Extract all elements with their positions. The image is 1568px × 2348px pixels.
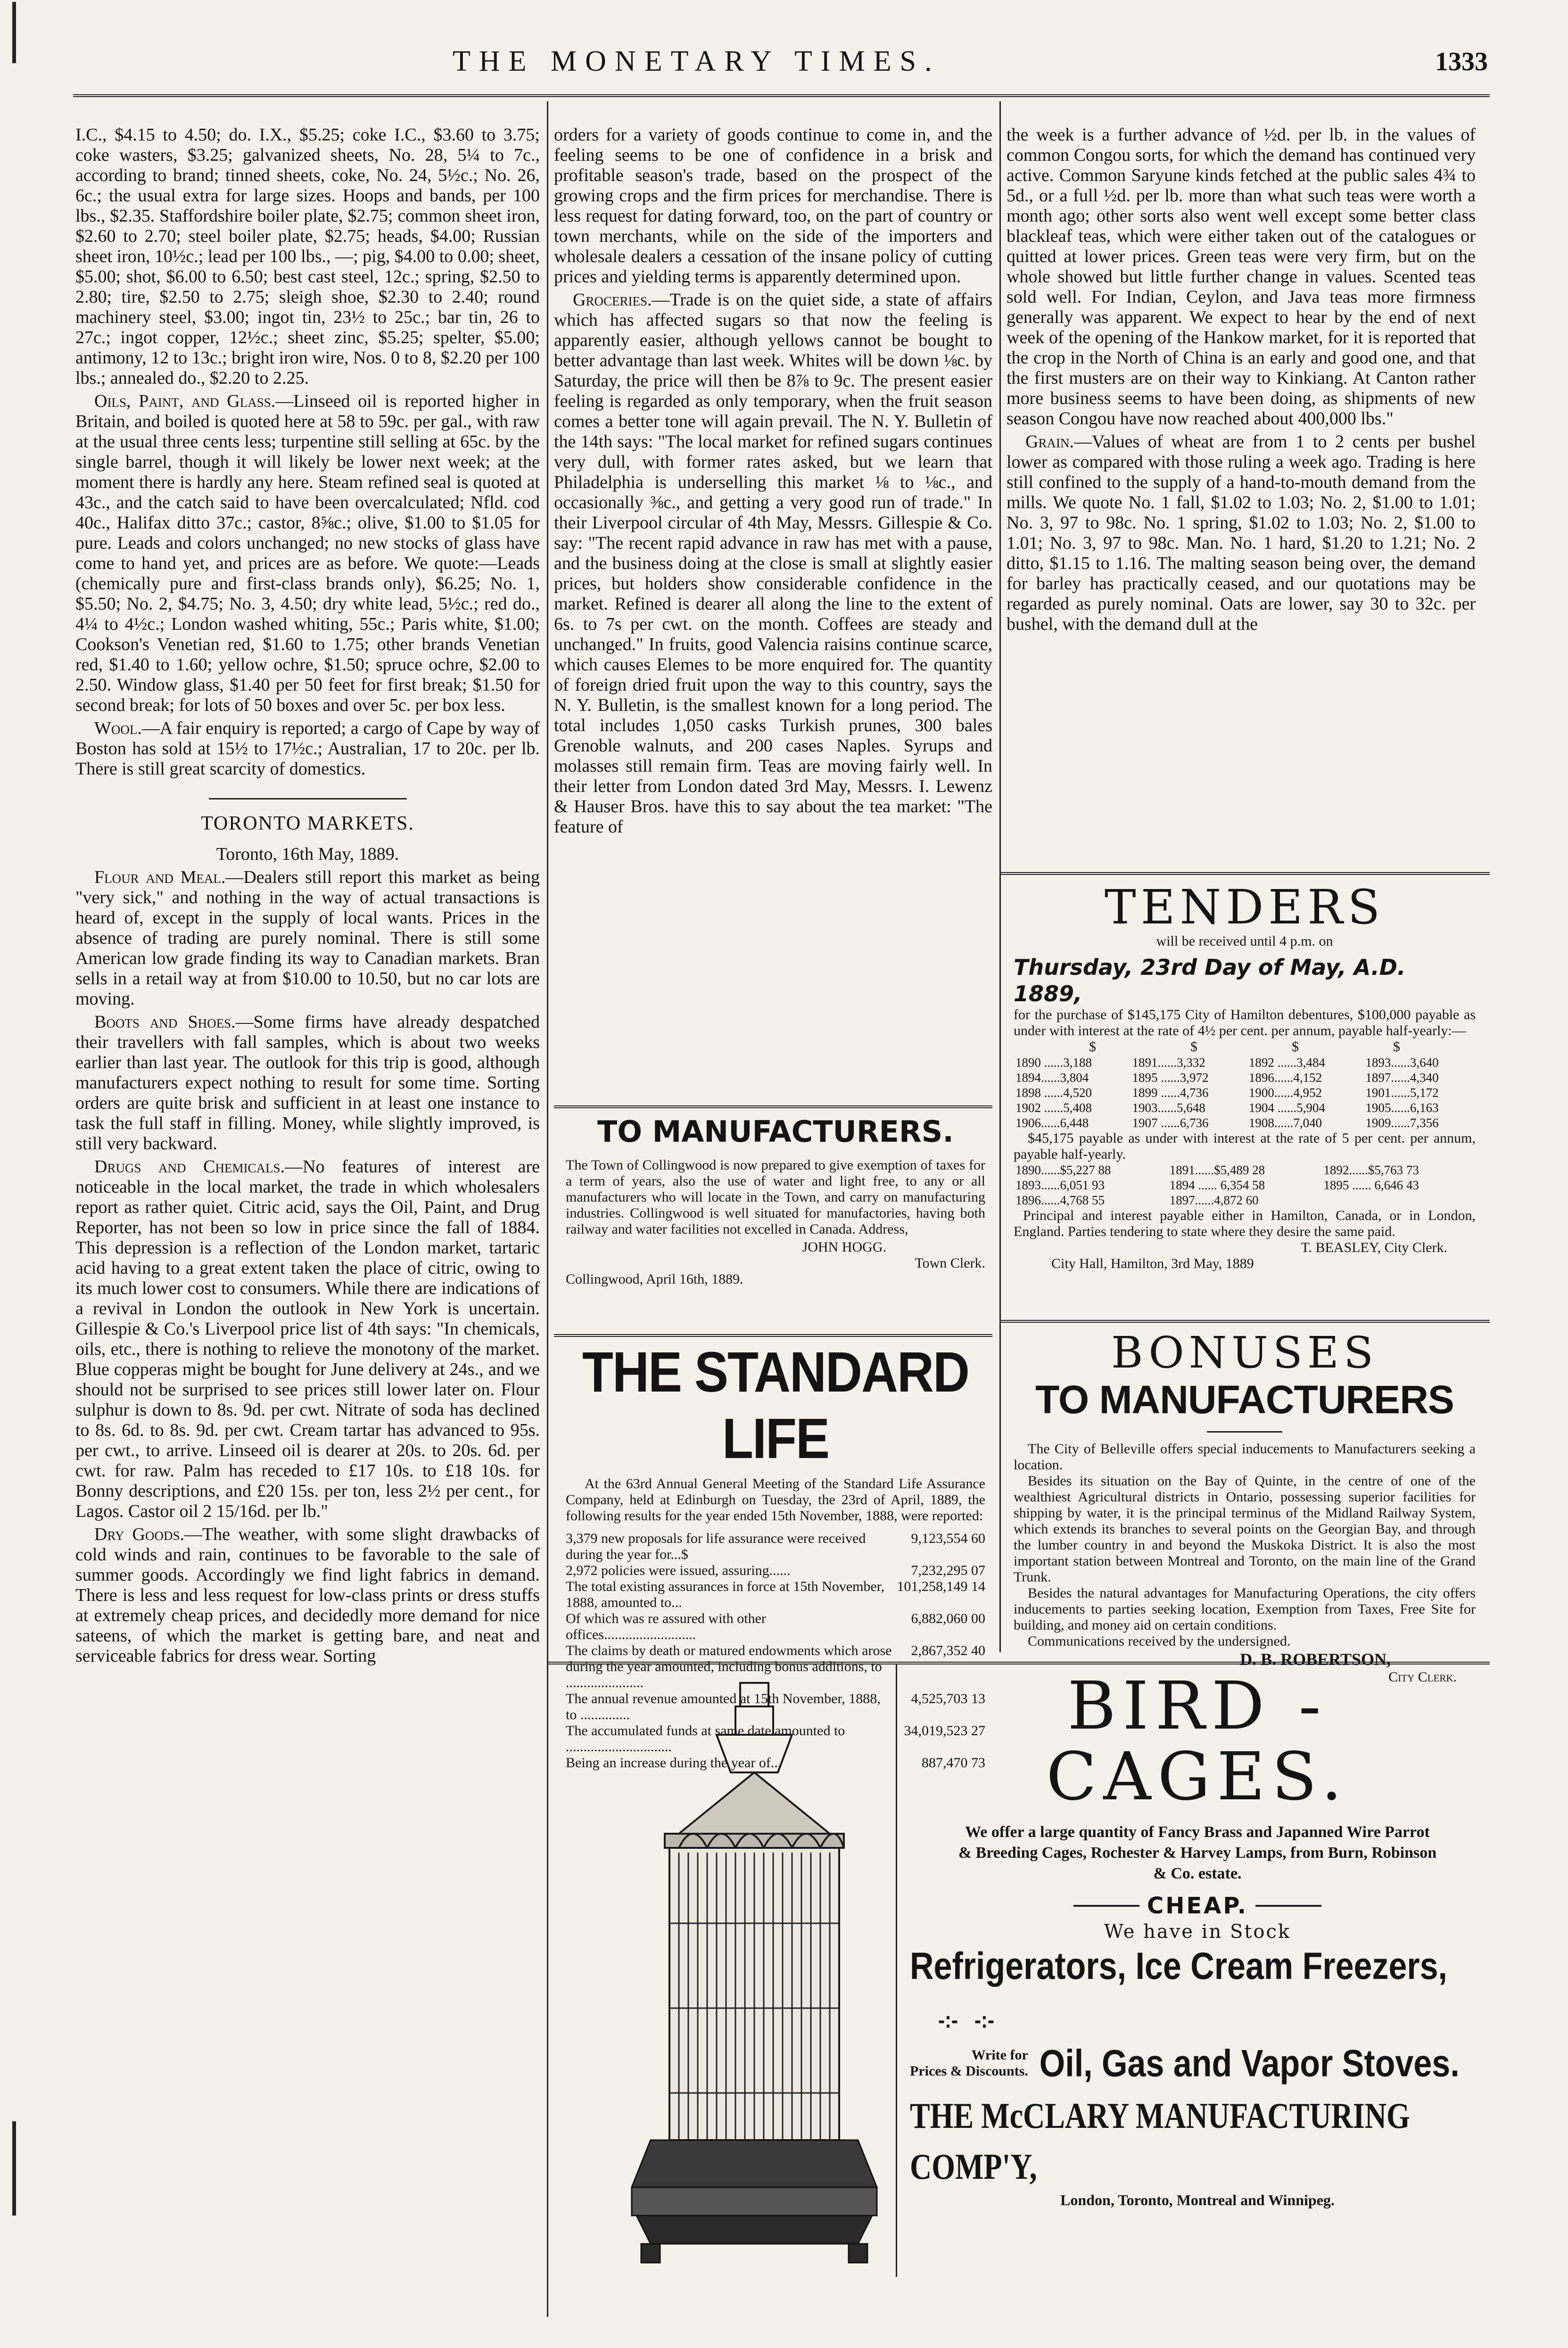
schedule-cell: 1905......6,163 bbox=[1365, 1101, 1439, 1115]
collingwood-signer-title: Town Clerk. bbox=[915, 1255, 985, 1271]
wool-paragraph bbox=[75, 718, 540, 779]
flour-text: —Dealers still report this market as being "very sick," and nothing in the way of actual transactions is heard of, except in the supply of local wants. Prices in the absence of trading are purely nominal. There is still some American low grade finding its way to Canadian markets. Bran sells in a retail way at from $10.00 to 10.50, but no car lots are moving. bbox=[75, 867, 540, 1009]
tenders-signer: T. BEASLEY, City Clerk. bbox=[1301, 1240, 1447, 1255]
refrigerators-line bbox=[905, 1942, 1490, 2045]
schedule-cell: 1895 ......3,972 bbox=[1132, 1071, 1209, 1085]
schedule-cell: 1891......3,332 bbox=[1132, 1055, 1205, 1070]
drygoods-heading: Dry Goods. bbox=[94, 1524, 184, 1544]
ad-rule bbox=[999, 1320, 1490, 1323]
standard-life-amount: 4,525,703 13 bbox=[911, 1691, 985, 1706]
binding-mark bbox=[12, 2121, 16, 2216]
bonuses-ad bbox=[1014, 1327, 1476, 1685]
standard-life-amount: 887,470 73 bbox=[922, 1755, 985, 1771]
standard-life-row bbox=[566, 1531, 985, 1563]
schedule-cell: 1899 ......4,736 bbox=[1132, 1086, 1209, 1100]
bonuses-p3: Besides the natural advantages for Manufacturing Operations, the city offers inducements to parties seeking location, Exemption from Taxes, Free Site for building, and money aid on certain conditions. bbox=[1014, 1585, 1476, 1633]
tenders-ad bbox=[1014, 882, 1476, 1306]
schedule-cell: 1902 ......5,408 bbox=[1015, 1101, 1092, 1115]
standard-life-heading: THE STANDARD LIFE bbox=[582, 1340, 969, 1470]
bonuses-signer-title: City Clerk. bbox=[1388, 1669, 1457, 1685]
drugs-heading: Drugs and Chemicals. bbox=[94, 1157, 285, 1177]
standard-life-intro: At the 63rd Annual General Meeting of the Standard Life Assurance Company, held at Edinburgh on Tuesday, the 23rd of April, 1889, the following results for the year ended 15th November, 1888, were reported: bbox=[566, 1476, 985, 1524]
birdcage-illustration bbox=[622, 1678, 886, 2277]
tenders-schedule-1 bbox=[1014, 1055, 1476, 1130]
tenders-second: $45,175 payable as under with interest at the rate of 5 per cent. per annum, payable half-yearly. bbox=[1014, 1130, 1476, 1162]
collingwood-ad bbox=[566, 1115, 985, 1313]
schedule-cell: 1894......3,804 bbox=[1015, 1071, 1089, 1085]
standard-life-amount: 2,867,352 40 bbox=[911, 1643, 985, 1658]
schedule-cell: 1890 ......3,188 bbox=[1015, 1055, 1092, 1070]
mcclary-cities: London, Toronto, Montreal and Winnipeg. bbox=[1060, 2191, 1335, 2208]
bonuses-p4: Communications received by the undersigned. bbox=[1028, 1633, 1291, 1649]
tenders-heading: TENDERS bbox=[1104, 880, 1385, 935]
schedule-row bbox=[1014, 1178, 1476, 1193]
col2-paragraph: orders for a variety of goods continue to come in, and the feeling seems to be one of confidence in a brisk and profitable season's trade, based on the prospect of the growing crops and the firm prices for merchandise. There is less request for dating forward, too, on the part of country or town merchants, while on the side of the importers and wholesale dealers a cessation of the insane policy of cutting prices and yielding terms is apparently determined upon. bbox=[554, 125, 992, 287]
schedule-cell bbox=[1321, 1193, 1476, 1208]
drygoods-paragraph bbox=[75, 1524, 540, 1666]
standard-life-label: 2,972 policies were issued, assuring...... bbox=[566, 1563, 791, 1578]
tenders-received: will be received until 4 p.m. on bbox=[1156, 933, 1333, 949]
oils-paragraph bbox=[75, 391, 540, 716]
drygoods-text: —The weather, with some slight drawbacks of cold winds and rain, continues to be favorable to the sale of summer goods. Accordingly we find light fabrics in demand. There is less and less request for low-class prints or dress stuffs at extremely cheap prices, and decidedly more demand for nice sateens, of which the market is getting bare, and neat and serviceable fabrics for dress wear. Sorting bbox=[75, 1524, 540, 1666]
standard-life-row bbox=[566, 1611, 985, 1643]
tea-paragraph: the week is a further advance of ½d. per lb. in the values of common Congou sorts, for which the demand has continued very active. Common Saryune kinds fetched at the public sales 4¾ to 5d., or a full ½d. per lb. more than what such teas were worth a month ago; other sorts also went well except some better class blackleaf teas, which were either taken out of the catalogues or quitted at lower prices. Green teas were very firm, but on the whole showed but little further change in values. Scented teas sold well. For Indian, Ceylon, and Java teas more firmness generally was apparent. We expect to hear by the end of next week of the opening of the Hankow market, for it is reported that the crop in the North of China is an early and good one, and that the first musters are on their way to Kinkiang. At Canton rather more business seems to have been doing, as shipments of new season Congou have now reached about 400,000 lbs." bbox=[1007, 125, 1476, 428]
standard-life-label: Of which was re assured with other offices.......................... bbox=[566, 1611, 766, 1642]
schedule-cell: 1909......7,356 bbox=[1365, 1116, 1439, 1130]
standard-life-amount: 9,123,554 60 bbox=[911, 1531, 985, 1546]
column-rule bbox=[999, 101, 1001, 1652]
grain-text: —Values of wheat are from 1 to 2 cents per bushel lower as compared with those ruling a week ago. Trading is here still confined to the supply of a hand-to-mouth demand from the mills. We quote No. 1 fall, $1.02 to 1.03; No. 2, $1.00 to 1.01; No. 3, 97 to 98c. No. 1 spring, $1.02 to 1.03; No. 2, $1.00 to 1.01; No. 3, 97 to 98c. Man. No. 1 hard, $1.20 to 1.21; No. 2 ditto, $1.15 to 1.16. The malting season being over, the demand for barley has practically ceased, and our quotations may be regarded as purely nominal. Oats are lower, say 30 to 32c. per bushel, with the demand dull at the bbox=[1007, 432, 1476, 634]
schedule-cell: 1890......$5,227 88 bbox=[1015, 1163, 1111, 1177]
schedule-cell: 1898 ......4,520 bbox=[1015, 1086, 1092, 1100]
schedule-row bbox=[1014, 1055, 1476, 1070]
standard-life-label: The claims by death or matured endowments which arose during the year amounted, including bonus additions, to ...................... bbox=[566, 1643, 892, 1690]
collingwood-text: The Town of Collingwood is now prepared to give exemption of taxes for a term of years, also the use of water and light free, to any or all manufacturers who will locate in the Town, and carry on manufacturing industries. Collingwood is well situated for manufactories, having both railway and water facilities not excelled in Canada. Address, bbox=[566, 1157, 985, 1237]
bonuses-heading: BONUSES bbox=[1111, 1327, 1378, 1378]
standard-life-label: The annual revenue amounted at 15th November, 1888, to .............. bbox=[566, 1691, 881, 1722]
standard-life-row bbox=[566, 1579, 985, 1611]
schedule-cell: 1893......6,051 93 bbox=[1015, 1178, 1105, 1192]
schedule-cell: 1896......4,152 bbox=[1248, 1071, 1322, 1085]
stoves-text: Oil, Gas and Vapor Stoves. bbox=[1039, 2042, 1460, 2084]
standard-life-label: 3,379 new proposals for life assurance were received during the year for...$ bbox=[566, 1531, 866, 1562]
ad-border bbox=[896, 1664, 897, 2277]
tenders-dollar-row bbox=[1014, 1039, 1476, 1055]
standard-life-label: The total existing assurances in force at 15th November, 1888, amounted to... bbox=[566, 1579, 885, 1610]
groceries-text: —Trade is on the quiet side, a state of affairs which has affected sugars so that now the feeling is apparently easier, although yellows cannot be bought to better advantage than last week. Whites will be down ⅛c. by Saturday, the price will then be 8⅞ to 9c. The present easier feeling is regarded as only temporary, when the fruit season comes a better tone will again prevail. The N. Y. Bulletin of the 14th says: "The local market for refined sugars continues very dull, with former rates asked, but we learn that Philadelphia is underselling this market ⅛ to ⅛c., and occasionally ⅜c., and getting a very good run of trade." In their Liverpool circular of 4th May, Messrs. Gillespie & Co. say: "The recent rapid advance in raw has met with a pause, and the business doing at the close is small at slightly easier prices, but holders show considerable confidence in the market. Refined is dearer all along the line to the extent of 6s. to 7s per cwt. on the month. Coffees are steady and unchanged." In fruits, good Valencia raisins continue scarce, which causes Elemes to be more enquired for. The quantity of foreign dried fruit upon the way to this country, says the N. Y. Bulletin, is the smallest known for a long period. The total includes 1,050 casks Turkish prunes, 300 bales Grenoble walnuts, and 200 cases Naples. Syrups and molasses still remain firm. Teas are moving fairly well. In their letter from London dated 3rd May, Messrs. I. Lewenz & Hauser Bros. have this to say about the tea market: "The feature of bbox=[554, 290, 992, 837]
schedule-row bbox=[1014, 1162, 1476, 1178]
schedule-cell: 1906......6,448 bbox=[1015, 1116, 1089, 1130]
schedule-row bbox=[1014, 1115, 1476, 1130]
mcclary-company: THE McCLARY MANUFACTURING COMP'Y, bbox=[910, 2095, 1410, 2187]
groceries-paragraph bbox=[554, 290, 992, 837]
section-divider bbox=[209, 798, 407, 799]
grain-heading: Grain. bbox=[1025, 432, 1074, 452]
collingwood-heading: TO MANUFACTURERS. bbox=[597, 1114, 954, 1149]
tenders-dateline: City Hall, Hamilton, 3rd May, 1889 bbox=[1051, 1256, 1254, 1271]
grain-paragraph bbox=[1007, 432, 1476, 634]
dollar-sign: $ bbox=[1393, 1039, 1400, 1055]
bonuses-p2: Besides its situation on the Bay of Quinte, in the centre of one of the wealthiest Agricultural districts in Ontario, possessing superior facilities for shipping by water, it is the principal terminus of the Midland Railway System, which extends its branches to several points on the Georgian Bay, and through the lumber country in and beyond the Muskoka District. It is also the most important station between Montreal and Toronto, on the main line of the Grand Trunk. bbox=[1014, 1473, 1476, 1585]
column-3 bbox=[1007, 125, 1476, 870]
schedule-row bbox=[1014, 1085, 1476, 1100]
metals-paragraph: I.C., $4.15 to 4.50; do. I.X., $5.25; coke I.C., $3.60 to 3.75; coke wasters, $3.25; galvanized sheets, No. 28, 5¼ to 7c., according to brand; tinned sheets, coke, No. 24, 5½c.; No. 26, 6c.; the usual extra for large sizes. Hoops and bands, per 100 lbs., $2.35. Staffordshire boiler plate, $2.75; common sheet iron, $2.60 to 2.70; steel boiler plate, $2.75; heads, $4.00; Russian sheet iron, 10½c.; lead per 100 lbs., —; pig, $4.00 to 0.00; sheet, $5.00; shot, $6.00 to 6.50; best cast steel, 12c.; spring, $2.50 to 2.80; tire, $2.50 to 2.75; sleigh shoe, $2.30 to 2.40; round machinery steel, $3.00; ingot tin, 23½ to 25c.; bar tin, 26 to 27c.; ingot copper, 12½c.; sheet zinc, $5.25; spelter, $5.00; antimony, 12 to 13c.; bright iron wire, Nos. 0 to 8, $2.20 per 100 lbs.; annealed do., $2.20 to 2.25. bbox=[75, 125, 540, 388]
ad-rule bbox=[554, 1334, 992, 1337]
oils-text: —Linseed oil is reported higher in Britain, and boiled is quoted here at 58 to 59c. per gal., with raw at the usual three cents less; turpentine still selling at 65c. by the single barrel, though it will likely be lower next week; at the moment there is hardly any here. Steam refined seal is quoted at 43c., and the catch said to have been overcalculated; Nfld. cod 40c., Halifax ditto 37c.; castor, 8⅝c.; olive, $1.00 to $1.05 for pure. Leads and colors unchanged; no new stocks of glass have come to hand yet, and prices are as before. We quote:—Leads (chemically pure and first-class brands only), $6.25; No. 1, $5.50; No. 2, $4.75; No. 3, 4.50; dry white lead, 5½c.; red do., 4¼ to 4½c.; London washed whiting, 55c.; Paris white, $1.00; Cookson's Venetian red, $1.60 to 1.75; other brands Venetian red, $1.40 to 1.60; yellow ochre, $1.50; spruce ochre, $2.00 to 2.50. Window glass, $1.40 per 50 feet for first break; $1.50 for second break; for lots of 50 boxes and over 5c. per box less. bbox=[75, 391, 540, 715]
schedule-cell: 1892......$5,763 73 bbox=[1323, 1163, 1419, 1177]
masthead-title: THE MONETARY TIMES. bbox=[453, 45, 941, 77]
wool-heading: Wool. bbox=[94, 718, 142, 738]
boots-paragraph bbox=[75, 1012, 540, 1154]
masthead-rule bbox=[73, 94, 1490, 97]
schedule-cell: 1897......4,340 bbox=[1365, 1071, 1439, 1085]
boots-text: —Some firms have already despatched their travellers with fall samples, which is about two weeks earlier than last year. The outlook for this trip is good, although manufacturers expect nothing to result for some time. Sorting orders are quite brisk and sufficient in at least one instance to task the full staff in filling. Money, while slightly improved, is still very backward. bbox=[75, 1012, 540, 1153]
schedule-cell: 1896......4,768 55 bbox=[1015, 1193, 1105, 1207]
schedule-cell: 1894 ...... 6,354 58 bbox=[1169, 1178, 1265, 1192]
tenders-notes: Principal and interest payable either in Hamilton, Canada, or in London, England. Parties tendering to state where they desire the same paid. bbox=[1014, 1208, 1476, 1239]
flour-paragraph bbox=[75, 867, 540, 1009]
standard-life-amount: 7,232,295 07 bbox=[911, 1563, 985, 1578]
birdcages-offer: We offer a large quantity of Fancy Brass and Japanned Wire Parrot & Breeding Cages, Rochester & Harvey Lamps, from Burn, Robinson & Co. estate. bbox=[958, 1823, 1437, 1882]
schedule-cell: 1901......5,172 bbox=[1365, 1086, 1439, 1100]
schedule-cell: 1904 ......5,904 bbox=[1248, 1101, 1325, 1115]
schedule-cell: 1908......7,040 bbox=[1248, 1116, 1322, 1130]
masthead bbox=[0, 45, 1568, 87]
flour-heading: Flour and Meal. bbox=[94, 867, 226, 887]
collingwood-dateline: Collingwood, April 16th, 1889. bbox=[566, 1271, 743, 1287]
schedule-row bbox=[1014, 1070, 1476, 1085]
standard-life-amount: 101,258,149 14 bbox=[897, 1579, 985, 1594]
ad-rule bbox=[554, 1105, 992, 1108]
schedule-cell: 1893......3,640 bbox=[1365, 1055, 1439, 1070]
collingwood-signer: JOHN HOGG. bbox=[802, 1239, 886, 1255]
schedule-cell: 1903......5,648 bbox=[1132, 1101, 1205, 1115]
bonuses-divider bbox=[1207, 1431, 1282, 1433]
oils-heading: Oils, Paint, and Glass. bbox=[94, 391, 276, 411]
bonuses-p1: The City of Belleville offers special inducements to Manufacturers seeking a location. bbox=[1014, 1441, 1476, 1473]
standard-life-label: The accumulated funds at same date amounted to .............................. bbox=[566, 1723, 845, 1755]
schedule-cell: 1891......$5,489 28 bbox=[1169, 1163, 1265, 1177]
standard-life-row bbox=[566, 1563, 985, 1579]
groceries-heading: Groceries. bbox=[573, 290, 652, 310]
tenders-date: Thursday, 23rd Day of May, A.D. 1889, bbox=[1014, 955, 1406, 1006]
cheap-label: CHEAP. bbox=[1147, 1893, 1248, 1919]
ad-rule bbox=[999, 872, 1490, 875]
schedule-cell: 1895 ...... 6,646 43 bbox=[1323, 1178, 1419, 1192]
bonuses-signer: D. B. ROBERTSON, bbox=[1240, 1650, 1391, 1669]
drugs-paragraph bbox=[75, 1157, 540, 1522]
markets-dateline: Toronto, 16th May, 1889. bbox=[216, 844, 399, 864]
column-1 bbox=[75, 125, 540, 2322]
tenders-schedule-2 bbox=[1014, 1162, 1476, 1208]
markets-heading: TORONTO MARKETS. bbox=[201, 813, 414, 834]
standard-life-amount: 34,019,523 27 bbox=[904, 1723, 985, 1738]
cheap-row bbox=[905, 1893, 1490, 1919]
stock-label: We have in Stock bbox=[1104, 1921, 1291, 1943]
refrigerators-text: Refrigerators, Ice Cream Freezers, bbox=[910, 1944, 1447, 1987]
ornament: -:- -:- bbox=[938, 2007, 994, 2033]
stoves-line bbox=[905, 2044, 1490, 2082]
tenders-purpose: for the purchase of $145,175 City of Hamilton debentures, $100,000 payable as under with interest at the rate of 4½ per cent. per annum, payable half-yearly:— bbox=[1014, 1007, 1476, 1038]
birdcage-engraving-icon bbox=[622, 1678, 886, 2277]
schedule-cell: 1897......4,872 60 bbox=[1169, 1193, 1259, 1207]
cheap-rule bbox=[1255, 1905, 1321, 1907]
column-2 bbox=[554, 125, 992, 1101]
standard-life-label: Being an increase during the year of... bbox=[566, 1755, 782, 1771]
dollar-sign: $ bbox=[1190, 1039, 1197, 1055]
column-rule bbox=[547, 101, 548, 2317]
schedule-cell: 1900......4,952 bbox=[1248, 1086, 1322, 1100]
bonuses-subheading: TO MANUFACTURERS bbox=[1035, 1377, 1454, 1422]
schedule-cell: 1907 ......6,736 bbox=[1132, 1116, 1209, 1130]
write-for-block bbox=[910, 2047, 1028, 2079]
birdcages-heading: BIRD - CAGES. bbox=[1046, 1668, 1349, 1815]
drugs-text: —No features of interest are noticeable in the local market, the trade in which wholesalers report as rather quiet. Citric acid, says the Oil, Paint, and Drug Reporter, has not been so low in price since the fall of 1884. This depression is a reflection of the London market, tartaric acid having to a great extent taken the place of citric, owing to its much lower cost to consumers. While there are indications of a revival in London the outlook in New York is uncertain. Gillespie & Co.'s Liverpool price list of 4th says: "In chemicals, oils, etc., there is nothing to relieve the monotony of the market. Blue copperas might be bought for June delivery at 24s., and we should not be surprised to see prices still lower later on. Flour sulphur is down to 8s. 9d. per cwt. Nitrate of soda has declined to 8s. 6d. to 8s. 9d. per cwt. Cream tartar has advanced to 95s. per cwt., to arrive. Linseed oil is dearer at 20s. to 20s. 6d. per cwt. for raw. Palm has receded to £17 10s. to £18 10s. for Bonny descriptions, and £20 15s. per ton, less 2½ per cent., for Lagos. Castor oil 2 15/16d. per lb." bbox=[75, 1157, 540, 1521]
ad-rule bbox=[547, 1662, 1490, 1664]
dollar-sign: $ bbox=[1089, 1039, 1096, 1055]
prices-text: Prices & Discounts. bbox=[910, 2063, 1028, 2079]
schedule-row bbox=[1014, 1100, 1476, 1115]
schedule-row bbox=[1014, 1193, 1476, 1208]
birdcages-ad bbox=[905, 1668, 1490, 2284]
standard-life-amount: 6,882,060 00 bbox=[911, 1611, 985, 1626]
schedule-cell: 1892 ......3,484 bbox=[1248, 1055, 1325, 1070]
cheap-rule bbox=[1073, 1905, 1139, 1907]
write-for-text: Write for bbox=[971, 2047, 1028, 2063]
page-number: 1333 bbox=[1435, 47, 1488, 76]
wool-text: —A fair enquiry is reported; a cargo of Cape by way of Boston has sold at 15½ to 17½c.; Australian, 17 to 20c. per lb. There is still great scarcity of domestics. bbox=[75, 718, 540, 779]
boots-heading: Boots and Shoes. bbox=[94, 1012, 236, 1032]
dollar-sign: $ bbox=[1292, 1039, 1299, 1055]
